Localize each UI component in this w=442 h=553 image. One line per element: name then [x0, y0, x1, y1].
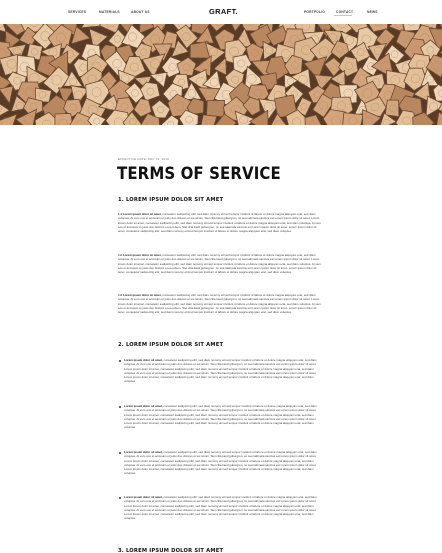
section-2-bullet-2: [124, 404, 324, 430]
bullet-lead: Lorem ipsum dolor sit amet,: [124, 358, 163, 362]
bullet-lead: Lorem ipsum dolor sit amet,: [124, 495, 163, 499]
nav-item-services[interactable]: SERVICES: [68, 10, 87, 14]
bullet-dot: [119, 360, 121, 362]
paragraph-lead: 1.2 Lorem ipsum dolor sit amet,: [118, 253, 162, 257]
paragraph-body: consetetur sadipscing elitr, sed diam nonumy eirmod tempor invidunt ut labore et dolore magna aliquyam erat, sed diam voluptua. At vero eos et accusam et justo duo dolores et ea rebum. Stet clita kasd gubergren, no sea takimata sanctus est Lorem ipsum dolor sit amet. Lorem ipsum dolor sit amet, consetetur sadipscing elitr, sed diam nonumy eirmod tempor invidunt ut labore et dolore magna aliquyam erat, sed diam voluptua. At vero eos et accusam et justo duo dolores et ea rebum. Stet clita kasd gubergren, no sea takimata sanctus est Lorem ipsum dolor sit amet. Lorem ipsum dolor sit amet, consetetur sadipscing elitr, sed diam nonumy eirmod tempor invidunt ut labore et dolore magna aliquyam erat, sed diam voluptua.: [118, 253, 321, 275]
section-2-bullet-4: [124, 495, 324, 521]
bullet-dot: [119, 497, 121, 499]
log-end: [385, 100, 399, 117]
hero-image-firewood: [0, 24, 442, 125]
section-2-heading: 2. LOREM IPSUM DOLOR SIT AMET: [118, 342, 224, 348]
section-2-bullet-1: [124, 358, 324, 384]
section-2-bullet-3: [124, 450, 324, 476]
paragraph-body: consetetur sadipscing elitr, sed diam nonumy eirmod tempor invidunt ut labore et dolore magna aliquyam erat, sed diam voluptua. At vero eos et accusam et justo duo dolores et ea rebum. Stet clita kasd gubergren, no sea takimata sanctus est Lorem ipsum dolor sit amet. Lorem ipsum dolor sit amet, consetetur sadipscing elitr, sed diam nonumy eirmod tempor invidunt ut labore et dolore magna aliquyam erat, sed diam voluptua. At vero eos et accusam et justo duo dolores et ea rebum. Stet clita kasd gubergren, no sea takimata sanctus est Lorem ipsum dolor sit amet. Lorem ipsum dolor sit amet, consetetur sadipscing elitr, sed diam nonumy eirmod tempor invidunt ut labore et dolore magna aliquyam erat, sed diam voluptua.: [118, 212, 321, 234]
top-nav: [0, 0, 442, 24]
log-end: [201, 115, 217, 125]
section-3-heading: 3. LOREM IPSUM DOLOR SIT AMET: [118, 548, 224, 553]
log-end: [343, 113, 364, 125]
log-end: [207, 100, 225, 117]
paragraph-lead: 1.1 Lorem ipsum dolor sit amet,: [118, 212, 162, 216]
section-1-paragraph-1: [118, 212, 324, 233]
nav-item-materials[interactable]: MATERIALS: [99, 10, 120, 14]
nav-item-portfolio[interactable]: PORTFOLIO: [304, 10, 326, 14]
nav-item-news[interactable]: NEWS: [367, 10, 378, 14]
bullet-dot: [119, 452, 121, 454]
bullet-body: consetetur sadipscing elitr, sed diam nonumy eirmod tempor invidunt ut labore et dolore magna aliquyam erat, sed diam voluptua. At vero eos et accusam et justo duo dolores et ea rebum. Stet clita kasd gubergren, no sea takimata sanctus est Lorem ipsum dolor sit amet. Lorem ipsum dolor sit amet, consetetur sadipscing elitr, sed diam nonumy eirmod tempor invidunt ut labore et dolore magna aliquyam erat, sed diam voluptua. At vero eos et accusam et justo duo dolores et ea rebum. Stet clita kasd gubergren, no sea takimata sanctus est Lorem ipsum dolor sit amet. Lorem ipsum dolor sit amet, consetetur sadipscing elitr, sed diam nonumy eirmod tempor invidunt ut labore et dolore magna aliquyam erat, sed diam voluptua.: [124, 450, 317, 476]
section-1-heading: 1. LOREM IPSUM DOLOR SIT AMET: [118, 197, 224, 203]
bullet-body: consetetur sadipscing elitr, sed diam nonumy eirmod tempor invidunt ut labore et dolore magna aliquyam erat, sed diam voluptua. At vero eos et accusam et justo duo dolores et ea rebum. Stet clita kasd gubergren, no sea takimata sanctus est Lorem ipsum dolor sit amet. Lorem ipsum dolor sit amet, consetetur sadipscing elitr, sed diam nonumy eirmod tempor invidunt ut labore et dolore magna aliquyam erat, sed diam voluptua. At vero eos et accusam et justo duo dolores et ea rebum. Stet clita kasd gubergren, no sea takimata sanctus est Lorem ipsum dolor sit amet. Lorem ipsum dolor sit amet, consetetur sadipscing elitr, sed diam nonumy eirmod tempor invidunt ut labore et dolore magna aliquyam erat, sed diam voluptua.: [124, 358, 317, 384]
page-title: TERMS OF SERVICE: [117, 163, 281, 184]
bullet-body: consetetur sadipscing elitr, sed diam nonumy eirmod tempor invidunt ut labore et dolore magna aliquyam erat, sed diam voluptua. At vero eos et accusam et justo duo dolores et ea rebum. Stet clita kasd gubergren, no sea takimata sanctus est Lorem ipsum dolor sit amet. Lorem ipsum dolor sit amet, consetetur sadipscing elitr, sed diam nonumy eirmod tempor invidunt ut labore et dolore magna aliquyam erat, sed diam voluptua. At vero eos et accusam et justo duo dolores et ea rebum. Stet clita kasd gubergren, no sea takimata sanctus est Lorem ipsum dolor sit amet. Lorem ipsum dolor sit amet, consetetur sadipscing elitr, sed diam nonumy eirmod tempor invidunt ut labore et dolore magna aliquyam erat, sed diam voluptua.: [124, 495, 317, 521]
nav-item-about-us[interactable]: ABOUT US: [131, 10, 150, 14]
bullet-dot: [119, 406, 121, 408]
nav-item-contact[interactable]: CONTACT: [336, 10, 354, 14]
bullet-body: consetetur sadipscing elitr, sed diam nonumy eirmod tempor invidunt ut labore et dolore magna aliquyam erat, sed diam voluptua. At vero eos et accusam et justo duo dolores et ea rebum. Stet clita kasd gubergren, no sea takimata sanctus est Lorem ipsum dolor sit amet. Lorem ipsum dolor sit amet, consetetur sadipscing elitr, sed diam nonumy eirmod tempor invidunt ut labore et dolore magna aliquyam erat, sed diam voluptua. At vero eos et accusam et justo duo dolores et ea rebum. Stet clita kasd gubergren, no sea takimata sanctus est Lorem ipsum dolor sit amet. Lorem ipsum dolor sit amet, consetetur sadipscing elitr, sed diam nonumy eirmod tempor invidunt ut labore et dolore magna aliquyam erat, sed diam voluptua.: [124, 404, 317, 430]
paragraph-body: consetetur sadipscing elitr, sed diam nonumy eirmod tempor invidunt ut labore et dolore magna aliquyam erat, sed diam voluptua. At vero eos et accusam et justo duo dolores et ea rebum. Stet clita kasd gubergren, no sea takimata sanctus est Lorem ipsum dolor sit amet. Lorem ipsum dolor sit amet, consetetur sadipscing elitr, sed diam nonumy eirmod tempor invidunt ut labore et dolore magna aliquyam erat, sed diam voluptua. At vero eos et accusam et justo duo dolores et ea rebum. Stet clita kasd gubergren, no sea takimata sanctus est Lorem ipsum dolor sit amet. Lorem ipsum dolor sit amet, consetetur sadipscing elitr, sed diam nonumy eirmod tempor invidunt ut labore et dolore magna aliquyam erat, sed diam voluptua.: [118, 293, 321, 315]
site-logo[interactable]: GRAFT.: [209, 7, 238, 16]
bullet-lead: Lorem ipsum dolor sit amet,: [124, 450, 163, 454]
effective-date: EFFECTIVE DATE: MAY 31, 2018: [118, 157, 170, 161]
hero-logs-illustration: [0, 24, 442, 125]
section-1-paragraph-3: [118, 293, 324, 314]
bullet-lead: Lorem ipsum dolor sit amet,: [124, 404, 163, 408]
section-1-paragraph-2: [118, 253, 324, 274]
paragraph-lead: 1.3 Lorem ipsum dolor sit amet,: [118, 293, 162, 297]
nav-active-indicator: [334, 15, 352, 16]
